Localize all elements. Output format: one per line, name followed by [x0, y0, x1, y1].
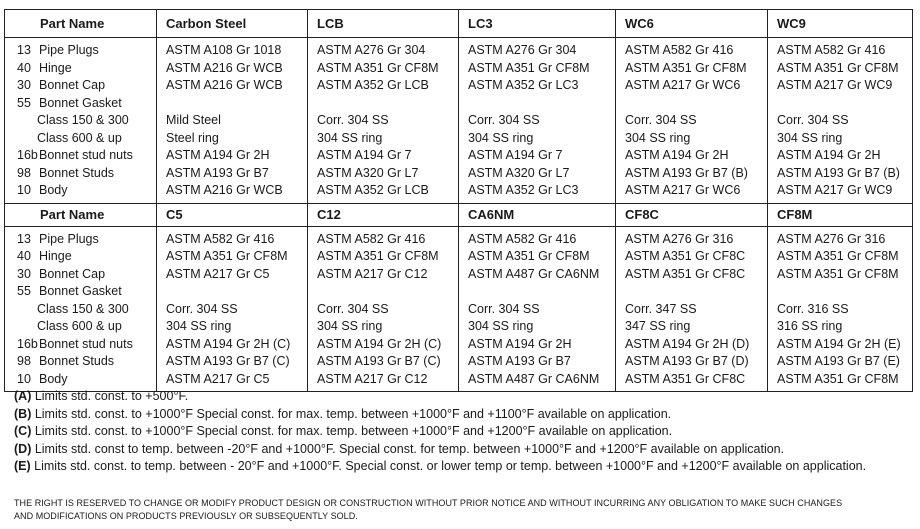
material-cell: ASTM A194 Gr 2H — [616, 147, 768, 165]
material-cell: ASTM A582 Gr 416 — [459, 226, 616, 248]
material-cell: Corr. 304 SS — [459, 112, 616, 130]
part-cell — [5, 226, 157, 248]
material-cell: ASTM A194 Gr 2H — [768, 147, 913, 165]
disclaimer-line-1: THE RIGHT IS RESERVED TO CHANGE OR MODIFY PRODUCT DESIGN OR CONSTRUCTION WITHOUT PRIOR NOTICE AND WITHOUT INCURRING ANY OBLIGATION TO MAKE SUCH CHANGES — [14, 498, 843, 508]
material-cell: ASTM A582 Gr 416 — [768, 38, 913, 60]
material-cell: ASTM A217 Gr C12 — [308, 371, 459, 392]
part-number: 13 — [17, 231, 31, 246]
part-cell — [5, 147, 157, 165]
part-name: Bonnet Studs — [39, 354, 115, 368]
table2-header — [5, 203, 913, 226]
part-name: Class 600 & up — [37, 319, 122, 333]
material-cell — [768, 95, 913, 113]
table-row — [5, 147, 913, 165]
material-cell: ASTM A352 Gr LC3 — [459, 77, 616, 95]
material-cell: ASTM A193 Gr B7 (B) — [616, 165, 768, 183]
material-cell: ASTM A193 Gr B7 (D) — [616, 353, 768, 371]
footnote-text: Limits std. const. to +1000°F Special const. for max. temp. between +1000°F and +1200°F available on application. — [31, 424, 673, 438]
material-cell — [157, 283, 308, 301]
part-number: 16b — [17, 148, 38, 162]
material-cell: ASTM A351 Gr CF8M — [459, 248, 616, 266]
material-cell: ASTM A351 Gr CF8M — [768, 371, 913, 392]
material-cell — [768, 283, 913, 301]
table-row — [5, 283, 913, 301]
footnote-letter: (B) — [14, 406, 32, 421]
part-number: 40 — [17, 249, 31, 263]
footnote-e — [14, 458, 866, 476]
material-cell: ASTM A216 Gr WCB — [157, 77, 308, 95]
material-cell: 304 SS ring — [157, 318, 308, 336]
material-cell: ASTM A276 Gr 304 — [459, 38, 616, 60]
table-row — [5, 77, 913, 95]
material-cell: Corr. 316 SS — [768, 301, 913, 319]
material-cell: Corr. 304 SS — [157, 301, 308, 319]
table-row — [5, 336, 913, 354]
part-cell — [5, 283, 157, 301]
part-cell — [5, 266, 157, 284]
part-cell — [5, 112, 157, 130]
material-cell: ASTM A216 Gr WCB — [157, 60, 308, 78]
material-cell: Corr. 304 SS — [308, 112, 459, 130]
part-name: Bonnet stud nuts — [39, 148, 133, 162]
part-name: Body — [39, 371, 68, 386]
disclaimer — [14, 497, 842, 523]
footnote-d — [14, 441, 866, 459]
material-cell: ASTM A352 Gr LCB — [308, 77, 459, 95]
material-cell: ASTM A351 Gr CF8M — [616, 60, 768, 78]
material-cell: ASTM A193 Gr B7 (E) — [768, 353, 913, 371]
material-cell: ASTM A193 Gr B7 — [459, 353, 616, 371]
part-name: Bonnet Studs — [39, 165, 115, 180]
material-cell: 316 SS ring — [768, 318, 913, 336]
material-cell: ASTM A351 Gr CF8C — [616, 371, 768, 392]
part-number: 10 — [17, 183, 31, 197]
part-name: Class 600 & up — [37, 130, 122, 145]
material-cell: 304 SS ring — [459, 130, 616, 148]
table-row — [5, 112, 913, 130]
table2-body — [5, 226, 913, 392]
part-name: Hinge — [39, 249, 72, 263]
table-row — [5, 95, 913, 113]
material-cell — [616, 283, 768, 301]
part-number: 40 — [17, 60, 31, 75]
footnote-a — [14, 388, 866, 406]
material-cell — [459, 283, 616, 301]
material-cell — [157, 95, 308, 113]
part-cell — [5, 318, 157, 336]
table-row — [5, 182, 913, 203]
material-cell: Corr. 304 SS — [308, 301, 459, 319]
table-row — [5, 301, 913, 319]
material-cell: ASTM A217 Gr C12 — [308, 266, 459, 284]
material-cell: ASTM A217 Gr C5 — [157, 371, 308, 392]
part-cell — [5, 165, 157, 183]
header-carbon-steel: Carbon Steel — [157, 10, 308, 38]
part-number: 98 — [17, 354, 31, 368]
table-row — [5, 226, 913, 248]
material-cell: Mild Steel — [157, 112, 308, 130]
material-cell: ASTM A582 Gr 416 — [308, 226, 459, 248]
table1-header — [5, 10, 913, 38]
table-row — [5, 60, 913, 78]
material-cell: ASTM A487 Gr CA6NM — [459, 371, 616, 392]
part-number: 55 — [17, 95, 31, 110]
part-number: 30 — [17, 78, 31, 92]
material-cell: ASTM A352 Gr LC3 — [459, 182, 616, 203]
material-cell: ASTM A320 Gr L7 — [459, 165, 616, 183]
part-name: Pipe Plugs — [39, 43, 99, 57]
material-cell: ASTM A217 Gr WC6 — [616, 77, 768, 95]
material-cell: 304 SS ring — [768, 130, 913, 148]
material-cell: ASTM A351 Gr CF8M — [768, 266, 913, 284]
material-cell: 304 SS ring — [308, 318, 459, 336]
part-number: 16b — [17, 336, 38, 351]
part-cell — [5, 38, 157, 60]
material-cell: ASTM A194 Gr 2H (E) — [768, 336, 913, 354]
part-number: 55 — [17, 284, 31, 298]
part-cell — [5, 60, 157, 78]
material-cell: ASTM A351 Gr CF8M — [157, 248, 308, 266]
material-cell: Corr. 304 SS — [616, 112, 768, 130]
part-name: Bonnet Gasket — [39, 284, 122, 298]
header-wc6: WC6 — [616, 10, 768, 38]
footnote-letter: (C) — [14, 424, 32, 438]
material-cell: ASTM A194 Gr 2H (C) — [157, 336, 308, 354]
material-cell: ASTM A582 Gr 416 — [616, 38, 768, 60]
material-cell: ASTM A194 Gr 2H — [157, 147, 308, 165]
footnote-letter: (E) — [14, 459, 31, 473]
material-cell: ASTM A351 Gr CF8M — [308, 60, 459, 78]
material-cell: ASTM A194 Gr 7 — [459, 147, 616, 165]
header-lc3: LC3 — [459, 10, 616, 38]
materials-table — [4, 9, 913, 392]
material-cell: ASTM A193 Gr B7 (B) — [768, 165, 913, 183]
footnotes — [14, 388, 866, 476]
header-cf8m: CF8M — [768, 203, 913, 226]
material-cell: ASTM A320 Gr L7 — [308, 165, 459, 183]
material-cell: Steel ring — [157, 130, 308, 148]
material-cell: ASTM A582 Gr 416 — [157, 226, 308, 248]
material-cell: ASTM A193 Gr B7 (C) — [157, 353, 308, 371]
material-cell: ASTM A194 Gr 7 — [308, 147, 459, 165]
part-cell — [5, 77, 157, 95]
part-name: Bonnet Gasket — [39, 95, 122, 110]
material-cell: ASTM A487 Gr CA6NM — [459, 266, 616, 284]
material-cell: ASTM A217 Gr WC9 — [768, 182, 913, 203]
part-cell — [5, 353, 157, 371]
material-cell: 304 SS ring — [616, 130, 768, 148]
part-cell — [5, 248, 157, 266]
footnote-text: Limits std. const. to temp. between - 20°F and +1000°F. Special const. or lower temp or temp. between +1000°F and +1200°F available on application. — [30, 459, 867, 473]
material-cell: ASTM A108 Gr 1018 — [157, 38, 308, 60]
footnote-text: Limits std. const. to +1000°F Special const. for max. temp. between +1000°F and +1100°F available on application. — [31, 406, 672, 421]
table-row — [5, 130, 913, 148]
table1-body — [5, 38, 913, 204]
disclaimer-line-2: AND MODIFICATIONS ON PRODUCTS PREVIOUSLY OR SUBSEQUENTLY SOLD. — [14, 511, 358, 521]
material-cell: 304 SS ring — [308, 130, 459, 148]
material-cell — [308, 95, 459, 113]
footnote-c — [14, 423, 866, 441]
part-number: 30 — [17, 266, 31, 281]
part-cell — [5, 301, 157, 319]
material-cell: ASTM A276 Gr 304 — [308, 38, 459, 60]
part-name: Pipe Plugs — [39, 231, 99, 246]
part-name: Bonnet Cap — [39, 78, 106, 92]
material-cell: ASTM A217 Gr C5 — [157, 266, 308, 284]
material-cell: ASTM A193 Gr B7 — [157, 165, 308, 183]
material-cell: ASTM A194 Gr 2H — [459, 336, 616, 354]
part-name: Hinge — [39, 60, 72, 75]
header-part-name: Part Name — [5, 10, 157, 38]
footnote-b — [14, 406, 866, 424]
header-c12: C12 — [308, 203, 459, 226]
material-cell: ASTM A351 Gr CF8C — [616, 248, 768, 266]
material-cell: ASTM A351 Gr CF8C — [616, 266, 768, 284]
material-cell: Corr. 304 SS — [459, 301, 616, 319]
header-part-name: Part Name — [5, 203, 157, 226]
footnote-letter: (A) — [14, 389, 32, 403]
material-cell — [308, 283, 459, 301]
material-cell: ASTM A216 Gr WCB — [157, 182, 308, 203]
material-cell: 347 SS ring — [616, 318, 768, 336]
material-cell — [616, 95, 768, 113]
material-cell: ASTM A276 Gr 316 — [616, 226, 768, 248]
part-cell — [5, 182, 157, 203]
part-name: Class 150 & 300 — [37, 301, 129, 316]
part-cell — [5, 95, 157, 113]
material-cell: ASTM A217 Gr WC9 — [768, 77, 913, 95]
material-cell: ASTM A276 Gr 316 — [768, 226, 913, 248]
header-lcb: LCB — [308, 10, 459, 38]
material-cell — [459, 95, 616, 113]
table-row — [5, 165, 913, 183]
part-number: 10 — [17, 371, 31, 386]
header-c5: C5 — [157, 203, 308, 226]
header-ca6nm: CA6NM — [459, 203, 616, 226]
part-name: Bonnet stud nuts — [39, 336, 133, 351]
table-row — [5, 266, 913, 284]
part-number: 98 — [17, 165, 31, 180]
table-row — [5, 318, 913, 336]
material-cell: Corr. 304 SS — [768, 112, 913, 130]
material-cell: ASTM A352 Gr LCB — [308, 182, 459, 203]
header-cf8c: CF8C — [616, 203, 768, 226]
material-cell: ASTM A351 Gr CF8M — [768, 60, 913, 78]
part-name: Body — [39, 183, 68, 197]
part-name: Class 150 & 300 — [37, 113, 129, 127]
material-cell: ASTM A194 Gr 2H (D) — [616, 336, 768, 354]
material-cell: Corr. 347 SS — [616, 301, 768, 319]
table-row — [5, 248, 913, 266]
part-cell — [5, 130, 157, 148]
material-cell: ASTM A351 Gr CF8M — [459, 60, 616, 78]
material-cell: 304 SS ring — [459, 318, 616, 336]
header-wc9: WC9 — [768, 10, 913, 38]
material-cell: ASTM A194 Gr 2H (C) — [308, 336, 459, 354]
footnote-letter: (D) — [14, 441, 32, 456]
part-number: 13 — [17, 43, 31, 57]
part-cell — [5, 336, 157, 354]
material-cell: ASTM A217 Gr WC6 — [616, 182, 768, 203]
material-cell: ASTM A193 Gr B7 (C) — [308, 353, 459, 371]
table-row — [5, 353, 913, 371]
material-cell: ASTM A351 Gr CF8M — [308, 248, 459, 266]
part-name: Bonnet Cap — [39, 266, 106, 281]
material-cell: ASTM A351 Gr CF8M — [768, 248, 913, 266]
footnote-text: Limits std. const. to +500°F. — [31, 389, 189, 403]
footnote-text: Limits std. const to temp. between -20°F and +1000°F. Special const. for temp. between +1000°F and +1200°F available on application. — [31, 441, 785, 456]
table-row — [5, 38, 913, 60]
